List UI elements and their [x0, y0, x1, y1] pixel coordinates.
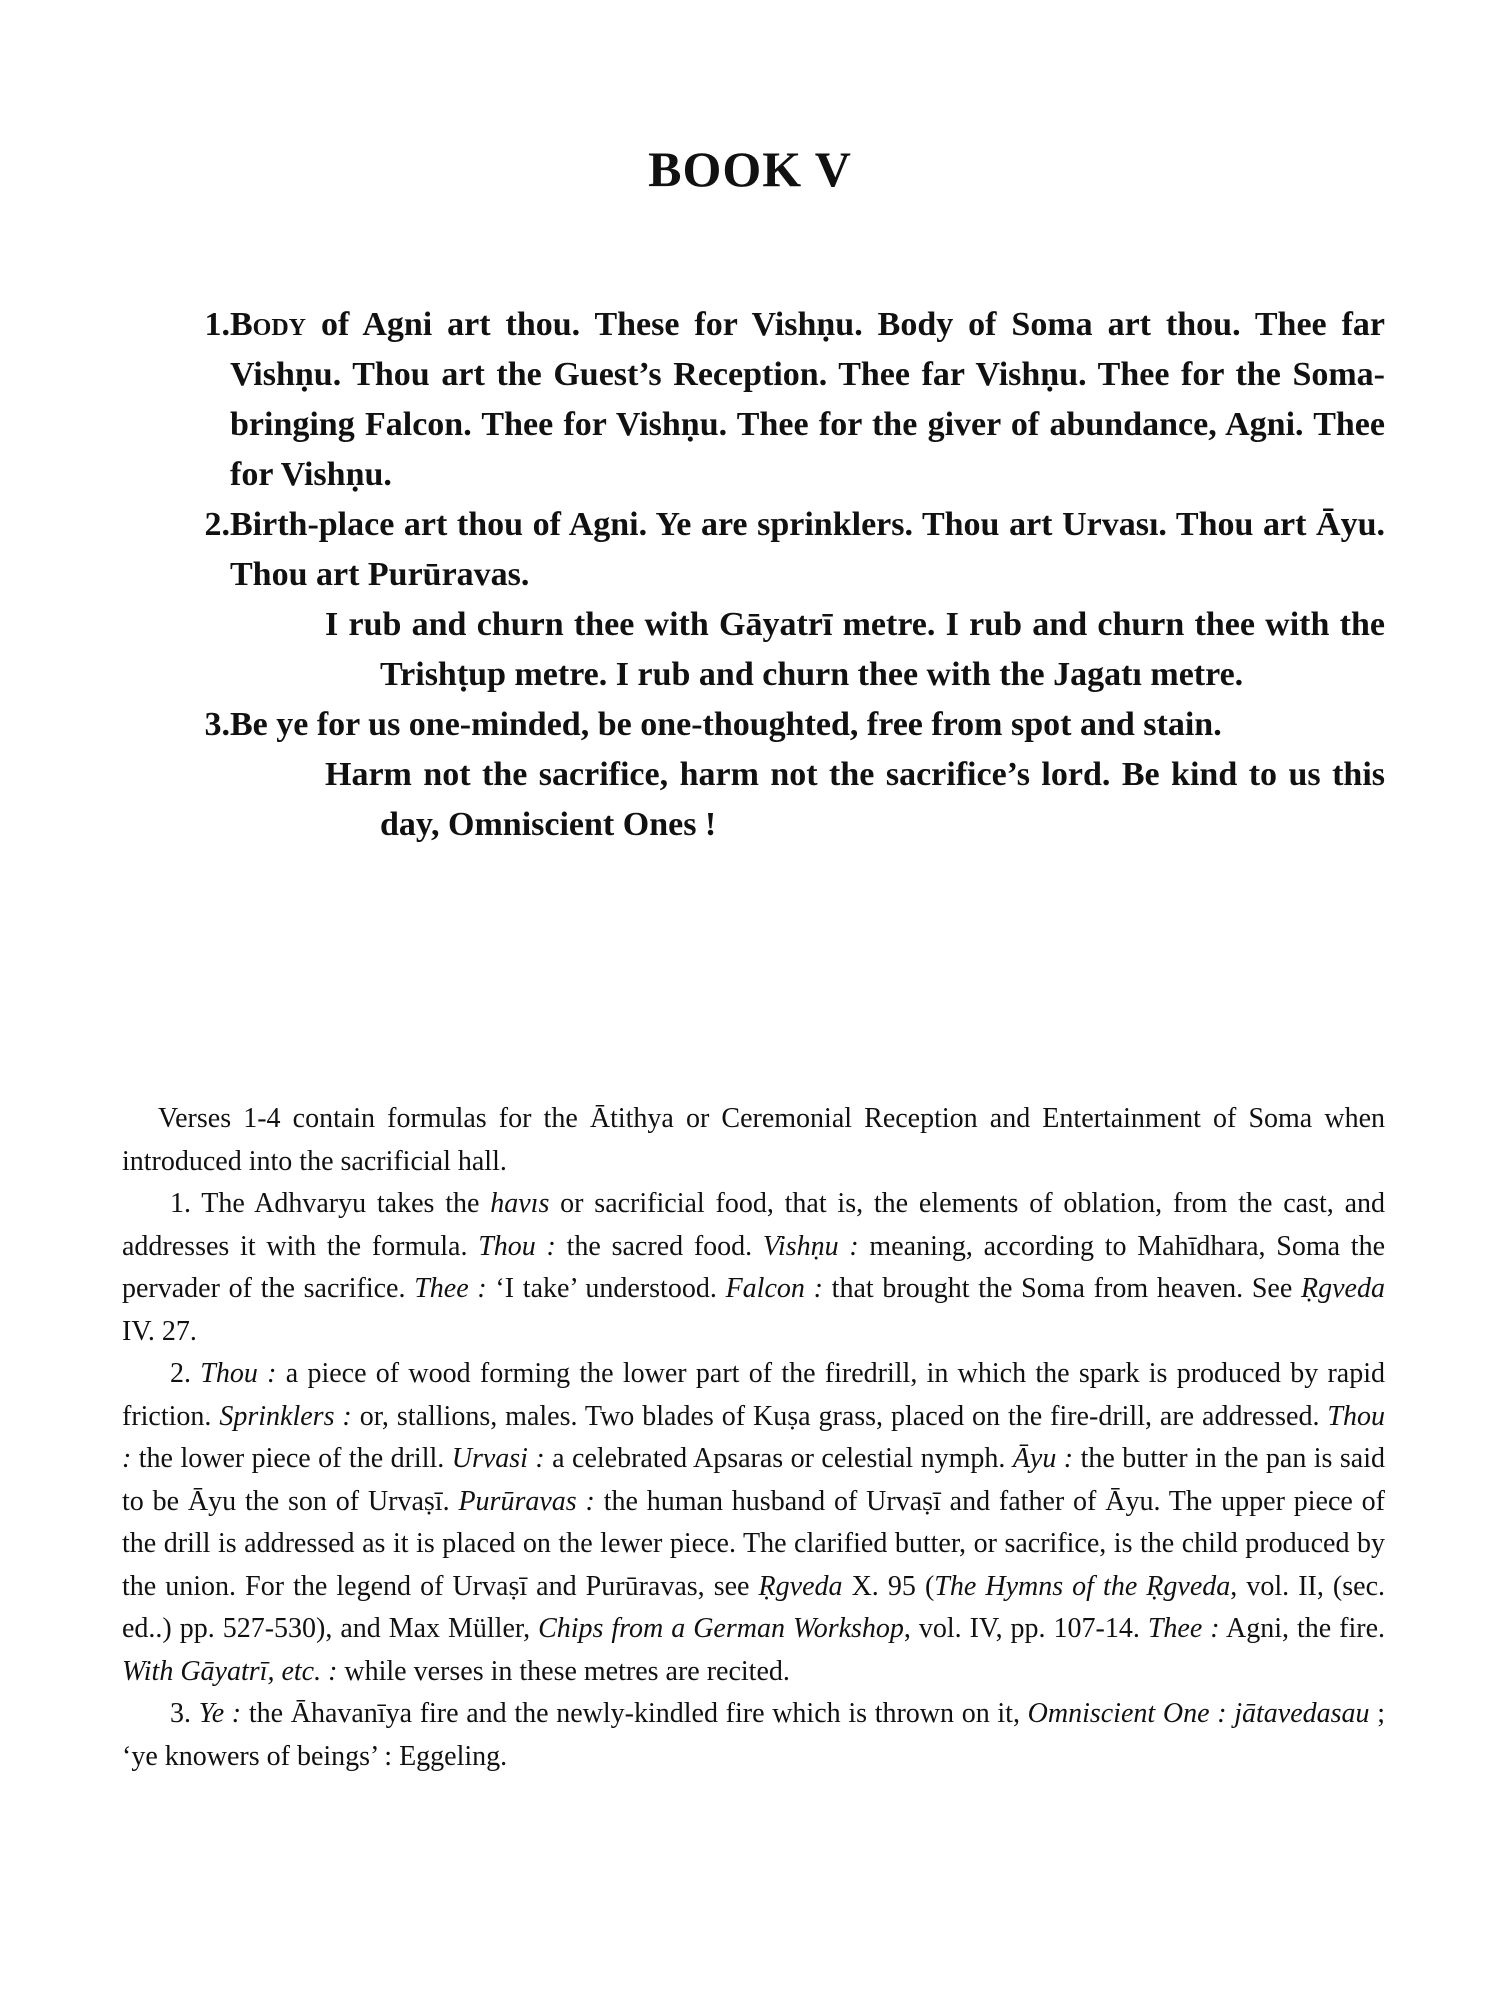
note-1: 1. The Adhvaryu takes the havıs or sacrificial food, that is, the elements of oblation, from the cast, and addresses it with the formula. Thou : the sacred food. Vishṇu : meaning, according to Mahīdhara, Soma the pervader of the sacrifice. Thee : ‘I take’ understood. Falcon : that brought the Soma from heaven. See Ṛgveda IV. 27.	[122, 1188, 1386, 1347]
verse-body: of Agni art thou. These for Vishṇu. Body of Soma art thou. Thee far Vishṇu. Thou art the Guest’s Reception. Thee far Vishṇu. Thee for the Soma-bringing Falcon. Thee for Vishṇu. Thee for the giver of abundance, Agni. Thee for Vishṇu.	[230, 306, 1385, 493]
note-3: 3. Ye : the Āhavanīya fire and the newly-kindled fire which is thrown on it, Omniscient One : jātavedasau ; ‘ye knowers of beings’ : Eggeling.	[122, 1698, 1385, 1772]
commentary	[122, 1098, 1385, 1778]
verse-number: 1.	[204, 306, 230, 343]
verse-3	[170, 700, 1385, 850]
verse-lead-word: Body	[230, 306, 307, 343]
commentary-intro: Verses 1-4 contain formulas for the Ātithya or Ceremonial Reception and Entertainment of Soma when introduced into the sacrificial hall.	[122, 1103, 1385, 1177]
verse-subparagraph: Harm not the sacrifice, harm not the sacrifice’s lord. Be kind to us this day, Omniscient Ones !	[325, 756, 1385, 843]
verse-1	[170, 300, 1385, 500]
verse-text	[230, 300, 1385, 500]
note-2: 2. Thou : a piece of wood forming the lower part of the firedrill, in which the spark is produced by rapid friction. Sprinklers : or, stallions, males. Two blades of Kuṣa grass, placed on the fire-drill, are addressed. Thou : the lower piece of the drill. Urvasi : a celebrated Apsaras or celestial nymph. Āyu : the butter in the pan is said to be Āyu the son of Urvaṣī. Purūravas : the human husband of Urvaṣī and father of Āyu. The upper piece of the drill is addressed as it is placed on the lewer piece. The clarified butter, or sacrifice, is the child produced by the union. For the legend of Urvaṣī and Purūravas, see Ṛgveda X. 95 (The Hymns of the Ṛgveda, vol. II, (sec. ed..) pp. 527-530), and Max Müller, Chips from a German Workshop, vol. IV, pp. 107-14. Thee : Agni, the fire. With Gāyatrī, etc. : while verses in these metres are recited.	[122, 1358, 1386, 1687]
verse-text: Birth-place art thou of Agni. Ye are sprinklers. Thou art Urvası. Thou art Āyu. Thou art Purūravas.	[230, 506, 1385, 593]
verse-number: 3.	[204, 706, 230, 743]
verse-subparagraph: I rub and churn thee with Gāyatrī metre. I rub and churn thee with the Trishṭup metre. I rub and churn thee with the Jagatı metre.	[325, 606, 1385, 693]
page-title: BOOK V	[648, 141, 852, 197]
verse-list	[170, 300, 1385, 850]
verse-text: Be ye for us one-minded, be one-thoughted, free from spot and stain.	[230, 706, 1222, 743]
verse-2	[170, 500, 1385, 700]
verse-number: 2.	[204, 506, 230, 543]
